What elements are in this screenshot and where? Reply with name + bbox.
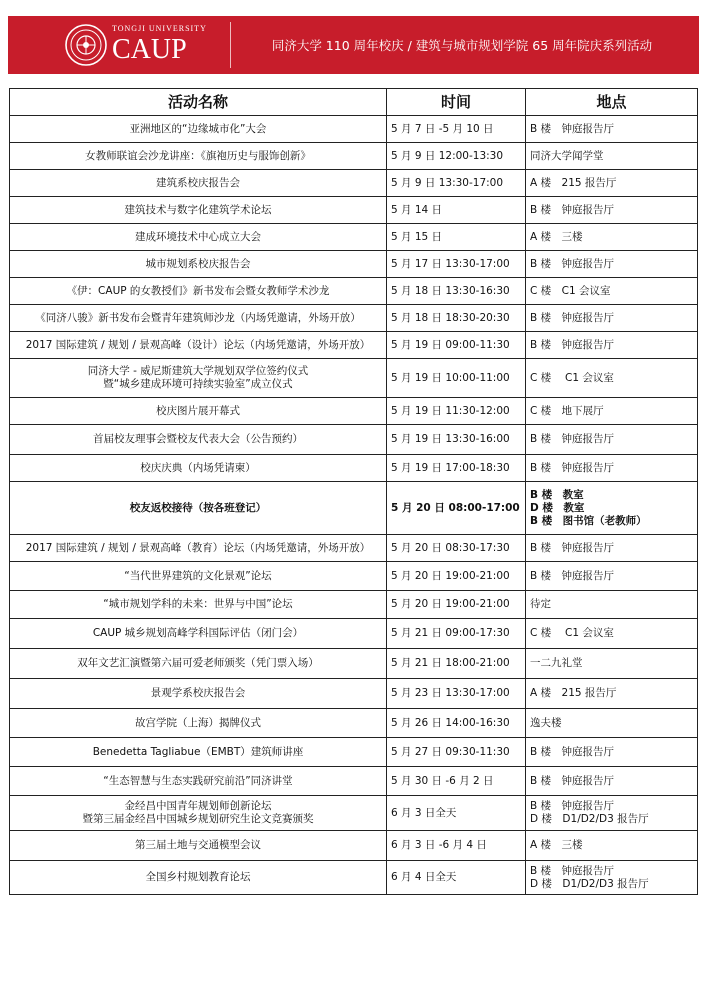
event-time-cell: 5 月 9 日 12:00-13:30 <box>387 143 526 170</box>
column-header-name: 活动名称 <box>10 89 387 116</box>
event-place-line: B 楼 教室 <box>530 488 584 501</box>
table-row <box>10 562 698 591</box>
event-name-line: 校庆庆典（内场凭请柬） <box>140 461 256 474</box>
event-name-line: 景观学系校庆报告会 <box>150 687 246 699</box>
event-name-line: 暨第三届金经昌中国城乡规划研究生论文竞赛颁奖 <box>82 813 314 825</box>
event-time-cell: 5 月 30 日 -6 月 2 日 <box>387 767 526 796</box>
table-row <box>10 170 698 197</box>
event-name-line: 校友返校接待（按各班登记） <box>129 501 267 514</box>
event-place-line: B 楼 钟庭报告厅 <box>530 461 615 474</box>
event-name-line: 首届校友理事会暨校友代表大会（公告预约） <box>93 433 303 445</box>
event-place-cell <box>526 398 698 425</box>
event-place-line: C 楼 C1 会议室 <box>530 371 614 384</box>
event-place-line: 同济大学闻学堂 <box>530 149 604 162</box>
event-place-line: 逸夫楼 <box>530 716 562 729</box>
event-place-line: 待定 <box>530 598 551 610</box>
event-time-cell: 6 月 3 日 -6 月 4 日 <box>387 831 526 861</box>
event-place-line: B 楼 钟庭报告厅 <box>530 569 615 582</box>
event-name-cell <box>10 831 387 861</box>
event-place-line: C 楼 地下展厅 <box>530 404 604 417</box>
event-name-cell <box>10 482 387 535</box>
event-time-cell: 5 月 15 日 <box>387 224 526 251</box>
event-place-line: A 楼 215 报告厅 <box>530 687 617 699</box>
event-name-line: 同济大学 - 威尼斯建筑大学规划双学位签约仪式 <box>87 365 309 377</box>
caup-logo <box>8 16 230 74</box>
event-name-cell <box>10 278 387 305</box>
event-name-cell <box>10 562 387 591</box>
event-place-cell <box>526 332 698 359</box>
event-name-cell <box>10 197 387 224</box>
event-place-line: B 楼 钟庭报告厅 <box>530 433 615 445</box>
event-name-cell <box>10 143 387 170</box>
event-name-cell <box>10 861 387 895</box>
event-name-line: 建筑技术与数字化建筑学术论坛 <box>124 203 272 216</box>
event-place-line: B 楼 钟庭报告厅 <box>530 203 615 216</box>
event-name-line: 暨“城乡建成环境可持续实验室”成立仪式 <box>103 378 293 390</box>
event-place-cell <box>526 455 698 482</box>
table-row <box>10 649 698 679</box>
event-place-cell <box>526 278 698 305</box>
table-row <box>10 738 698 767</box>
event-name-cell <box>10 649 387 679</box>
event-place-line: D 楼 D1/D2/D3 报告厅 <box>530 813 649 825</box>
table-row <box>10 535 698 562</box>
table-row <box>10 482 698 535</box>
event-name-cell <box>10 398 387 425</box>
table-row <box>10 143 698 170</box>
table-row <box>10 591 698 619</box>
event-time-cell: 6 月 3 日全天 <box>387 796 526 831</box>
event-name-cell <box>10 455 387 482</box>
table-row <box>10 679 698 709</box>
event-name-cell <box>10 251 387 278</box>
event-name-line: 《伊：CAUP 的女教授们》新书发布会暨女教师学术沙龙 <box>66 284 330 297</box>
event-name-line: 建成环境技术中心成立大会 <box>135 230 261 243</box>
event-place-cell <box>526 619 698 649</box>
event-place-line: B 楼 钟庭报告厅 <box>530 122 615 135</box>
event-place-cell <box>526 535 698 562</box>
table-row <box>10 861 698 895</box>
event-place-cell <box>526 649 698 679</box>
event-name-cell <box>10 224 387 251</box>
event-name-cell <box>10 332 387 359</box>
event-name-line: 故宫学院（上海）揭牌仪式 <box>135 716 261 729</box>
table-row <box>10 197 698 224</box>
event-name-line: “当代世界建筑的文化景观”论坛 <box>124 569 272 582</box>
event-place-cell <box>526 197 698 224</box>
event-name-line: 全国乡村规划教育论坛 <box>145 871 251 883</box>
event-place-line: C 楼 C1 会议室 <box>530 284 611 297</box>
column-header-place: 地点 <box>526 89 698 116</box>
event-place-cell <box>526 224 698 251</box>
event-place-cell <box>526 679 698 709</box>
event-name-cell <box>10 425 387 455</box>
event-name-line: 双年文艺汇演暨第六届可爱老师颁奖（凭门票入场） <box>77 657 319 669</box>
event-time-cell: 5 月 20 日 19:00-21:00 <box>387 562 526 591</box>
table-row <box>10 251 698 278</box>
event-name-cell <box>10 591 387 619</box>
event-name-line: 城市规划系校庆报告会 <box>145 257 251 270</box>
table-row <box>10 359 698 398</box>
event-time-cell: 5 月 19 日 10:00-11:00 <box>387 359 526 398</box>
event-place-cell <box>526 425 698 455</box>
event-time-cell: 5 月 17 日 13:30-17:00 <box>387 251 526 278</box>
event-place-cell <box>526 143 698 170</box>
table-header-row <box>10 89 698 116</box>
event-name-line: 女教师联谊会沙龙讲座：《旗袍历史与服饰创新》 <box>85 149 311 162</box>
event-place-line: B 楼 钟庭报告厅 <box>530 541 615 554</box>
event-place-cell <box>526 831 698 861</box>
event-name-cell <box>10 359 387 398</box>
event-place-cell <box>526 861 698 895</box>
event-place-cell <box>526 562 698 591</box>
event-name-line: 2017 国际建筑 / 规划 / 景观高峰（教育）论坛（内场凭邀请，外场开放） <box>25 541 371 554</box>
event-name-line: 金经昌中国青年规划师创新论坛 <box>124 800 272 812</box>
event-name-line: 建筑系校庆报告会 <box>156 176 240 189</box>
table-row <box>10 224 698 251</box>
column-header-time: 时间 <box>387 89 526 116</box>
event-place-line: B 楼 钟庭报告厅 <box>530 745 615 758</box>
event-time-cell: 5 月 21 日 18:00-21:00 <box>387 649 526 679</box>
event-place-line: B 楼 钟庭报告厅 <box>530 311 615 324</box>
event-name-line: CAUP 城乡规划高峰学科国际评估（闭门会） <box>92 627 304 639</box>
table-row <box>10 425 698 455</box>
event-place-line: B 楼 图书馆（老教师） <box>530 514 647 527</box>
event-name-cell <box>10 619 387 649</box>
event-time-cell: 5 月 20 日 08:30-17:30 <box>387 535 526 562</box>
event-place-cell <box>526 305 698 332</box>
page-title: 同济大学 110 周年校庆 / 建筑与城市规划学院 65 周年院庆系列活动 <box>271 38 653 53</box>
table-row <box>10 619 698 649</box>
event-time-cell: 6 月 4 日全天 <box>387 861 526 895</box>
table-row <box>10 455 698 482</box>
event-place-cell <box>526 591 698 619</box>
event-place-line: B 楼 钟庭报告厅 <box>530 257 615 270</box>
event-time-cell: 5 月 19 日 11:30-12:00 <box>387 398 526 425</box>
event-name-line: Benedetta Tagliabue（EMBT）建筑师讲座 <box>92 745 304 758</box>
logo-university-text: TONGJI UNIVERSITY <box>112 24 207 33</box>
table-row <box>10 398 698 425</box>
events-table <box>9 88 698 895</box>
event-time-cell: 5 月 23 日 13:30-17:00 <box>387 679 526 709</box>
event-time-cell: 5 月 19 日 17:00-18:30 <box>387 455 526 482</box>
event-name-cell <box>10 305 387 332</box>
event-time-cell: 5 月 18 日 13:30-16:30 <box>387 278 526 305</box>
event-time-cell: 5 月 14 日 <box>387 197 526 224</box>
event-place-line: A 楼 三楼 <box>530 839 583 851</box>
event-place-cell <box>526 738 698 767</box>
event-place-cell <box>526 709 698 738</box>
event-name-line: 2017 国际建筑 / 规划 / 景观高峰（设计）论坛（内场凭邀请，外场开放） <box>25 338 371 351</box>
event-name-cell <box>10 679 387 709</box>
event-place-line: B 楼 钟庭报告厅 <box>530 864 615 877</box>
event-time-cell: 5 月 18 日 18:30-20:30 <box>387 305 526 332</box>
event-place-cell <box>526 170 698 197</box>
event-time-cell: 5 月 21 日 09:00-17:30 <box>387 619 526 649</box>
event-time-cell: 5 月 27 日 09:30-11:30 <box>387 738 526 767</box>
event-place-cell <box>526 482 698 535</box>
event-place-line: B 楼 钟庭报告厅 <box>530 774 615 787</box>
event-place-cell <box>526 767 698 796</box>
event-place-line: D 楼 D1/D2/D3 报告厅 <box>530 877 649 890</box>
table-row <box>10 796 698 831</box>
event-place-line: D 楼 教室 <box>530 501 585 514</box>
table-row <box>10 767 698 796</box>
tongji-seal-icon <box>64 23 108 67</box>
event-name-cell <box>10 535 387 562</box>
event-place-line: 一二九礼堂 <box>530 657 583 669</box>
event-place-line: A 楼 三楼 <box>530 230 583 243</box>
event-time-cell: 5 月 19 日 13:30-16:00 <box>387 425 526 455</box>
event-place-cell <box>526 251 698 278</box>
event-name-line: 校庆图片展开幕式 <box>156 404 240 417</box>
logo-caup-text: CAUP <box>112 34 187 65</box>
event-time-cell: 5 月 26 日 14:00-16:30 <box>387 709 526 738</box>
event-name-line: “城市规划学科的未来：世界与中国”论坛 <box>103 598 293 610</box>
table-row <box>10 116 698 143</box>
event-name-line: 第三届土地与交通模型会议 <box>135 839 261 851</box>
event-time-cell: 5 月 19 日 09:00-11:30 <box>387 332 526 359</box>
table-row <box>10 831 698 861</box>
event-name-cell <box>10 796 387 831</box>
event-place-line: C 楼 C1 会议室 <box>530 627 614 639</box>
header-banner <box>8 16 699 74</box>
event-name-cell <box>10 738 387 767</box>
event-name-line: 亚洲地区的“边缘城市化”大会 <box>129 122 267 135</box>
event-name-cell <box>10 170 387 197</box>
event-place-line: A 楼 215 报告厅 <box>530 176 617 189</box>
event-place-cell <box>526 796 698 831</box>
event-place-line: B 楼 钟庭报告厅 <box>530 800 615 812</box>
event-place-cell <box>526 359 698 398</box>
event-name-cell <box>10 709 387 738</box>
event-time-cell: 5 月 9 日 13:30-17:00 <box>387 170 526 197</box>
event-time-cell: 5 月 20 日 08:00-17:00 <box>387 482 526 535</box>
table-row <box>10 709 698 738</box>
event-time-cell: 5 月 20 日 19:00-21:00 <box>387 591 526 619</box>
event-name-line: “生态智慧与生态实践研究前沿”同济讲堂 <box>103 774 293 787</box>
table-row <box>10 278 698 305</box>
event-place-line: B 楼 钟庭报告厅 <box>530 338 615 351</box>
event-name-cell <box>10 767 387 796</box>
table-row <box>10 305 698 332</box>
event-name-cell <box>10 116 387 143</box>
event-name-line: 《同济八骏》新书发布会暨青年建筑师沙龙（内场凭邀请，外场开放） <box>35 311 361 324</box>
event-place-cell <box>526 116 698 143</box>
table-row <box>10 332 698 359</box>
event-time-cell: 5 月 7 日 -5 月 10 日 <box>387 116 526 143</box>
